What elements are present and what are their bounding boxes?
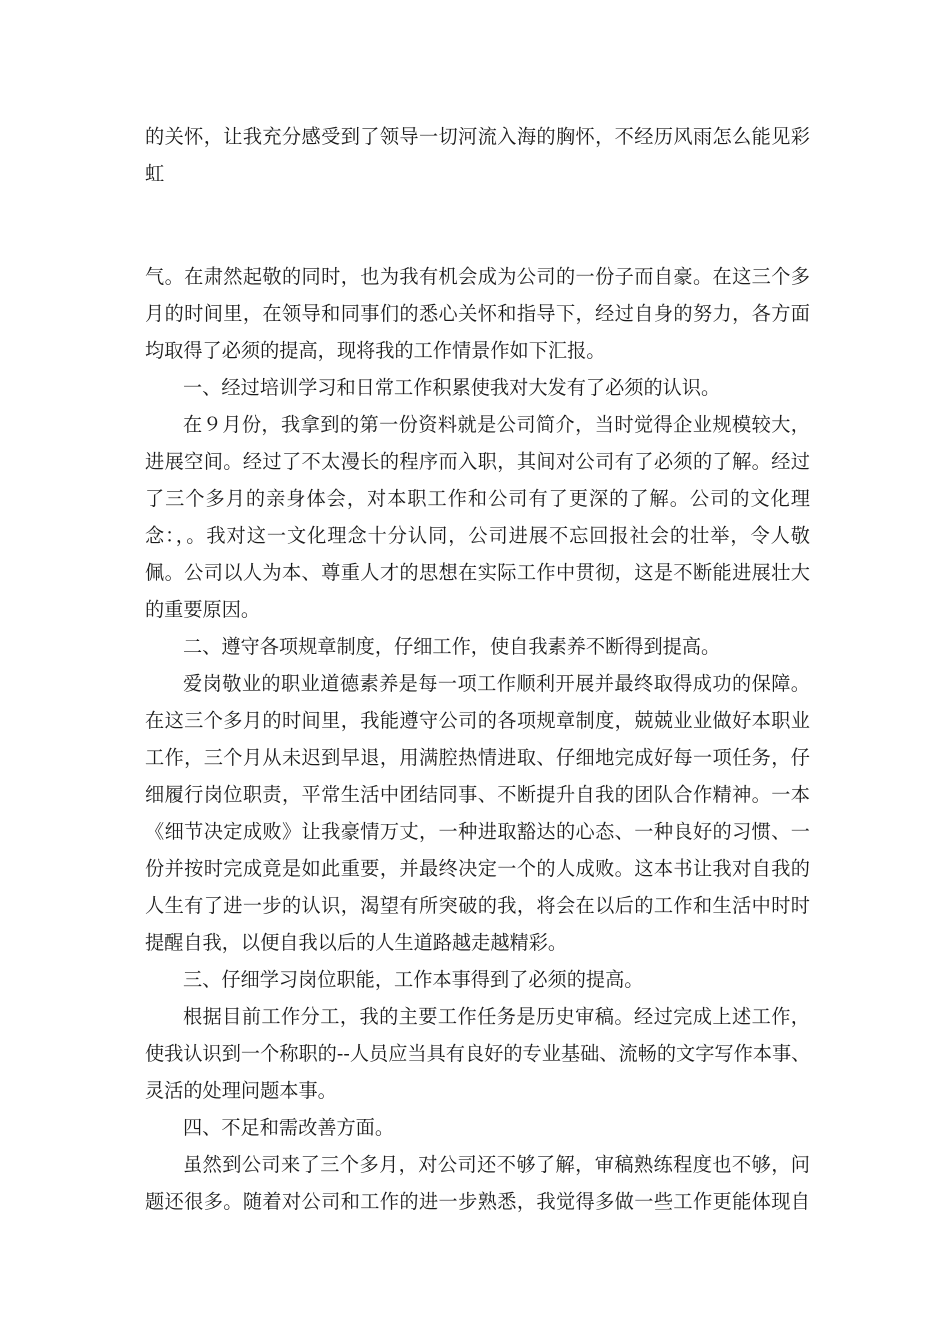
text-line: 的关怀，让我充分感受到了领导一切河流入海的胸怀，不经历风雨怎么能见彩: [145, 125, 810, 148]
section-heading: 四、不足和需改善方面。: [183, 1116, 395, 1139]
text-line: 提醒自我，以便自我以后的人生道路越走越精彩。: [145, 931, 568, 954]
text-line: 了三个多月的亲身体会，对本职工作和公司有了更深的了解。公司的文化理: [145, 487, 810, 510]
section-heading: 二、遵守各项规章制度，仔细工作，使自我素养不断得到提高。: [183, 635, 721, 658]
text-line: 根据目前工作分工，我的主要工作任务是历史审稿。经过完成上述工作，: [183, 1005, 810, 1028]
section-heading: 三、仔细学习岗位职能，工作本事得到了必须的提高。: [183, 968, 644, 991]
text-line: 《细节决定成败》让我豪情万丈，一种进取豁达的心态、一种良好的习惯、一: [145, 820, 810, 843]
text-line: 细履行岗位职责，平常生活中团结同事、不断提升自我的团队合作精神。一本: [145, 783, 810, 806]
text-line: 灵活的处理问题本事。: [145, 1079, 337, 1102]
text-line: 在９月份，我拿到的第一份资料就是公司简介，当时觉得企业规模较大，: [183, 413, 810, 436]
text-line: 份并按时完成竟是如此重要，并最终决定一个的人成败。这本书让我对自我的: [145, 857, 810, 880]
section-heading: 一、经过培训学习和日常工作积累使我对大发有了必须的认识。: [183, 376, 721, 399]
text-line: 题还很多。随着对公司和工作的进一步熟悉，我觉得多做一些工作更能体现自: [145, 1190, 810, 1213]
text-line: 进展空间。经过了不太漫长的程序而入职，其间对公司有了必须的了解。经过: [145, 450, 810, 473]
text-line: 均取得了必须的提高，现将我的工作情景作如下汇报。: [145, 339, 606, 362]
text-line: 虹: [145, 162, 165, 185]
text-line: 工作，三个月从未迟到早退，用满腔热情进取、仔细地完成好每一项任务，仔: [145, 746, 810, 769]
text-line: 人生有了进一步的认识，渴望有所突破的我，将会在以后的工作和生活中时时: [145, 894, 810, 917]
text-line: 爱岗敬业的职业道德素养是每一项工作顺利开展并最终取得成功的保障。: [183, 672, 810, 695]
text-line: 月的时间里，在领导和同事们的悉心关怀和指导下，经过自身的努力，各方面: [145, 302, 810, 325]
text-line: 虽然到公司来了三个多月，对公司还不够了解，审稿熟练程度也不够，问: [183, 1153, 810, 1176]
text-block-top: [145, 118, 810, 192]
text-line: 佩。公司以人为本、尊重人才的思想在实际工作中贯彻，这是不断能进展壮大: [145, 561, 810, 584]
text-line: 念：，。我对这一文化理念十分认同，公司进展不忘回报社会的壮举，令人敬: [145, 524, 810, 547]
text-line: 使我认识到一个称职的--人员应当具有良好的专业基础、流畅的文字写作本事、: [145, 1042, 811, 1065]
text-block-main: [145, 258, 810, 1220]
text-line: 气。在肃然起敬的同时，也为我有机会成为公司的一份子而自豪。在这三个多: [145, 265, 810, 288]
text-line: 的重要原因。: [145, 598, 261, 621]
text-line: 在这三个多月的时间里，我能遵守公司的各项规章制度，兢兢业业做好本职业: [145, 709, 810, 732]
